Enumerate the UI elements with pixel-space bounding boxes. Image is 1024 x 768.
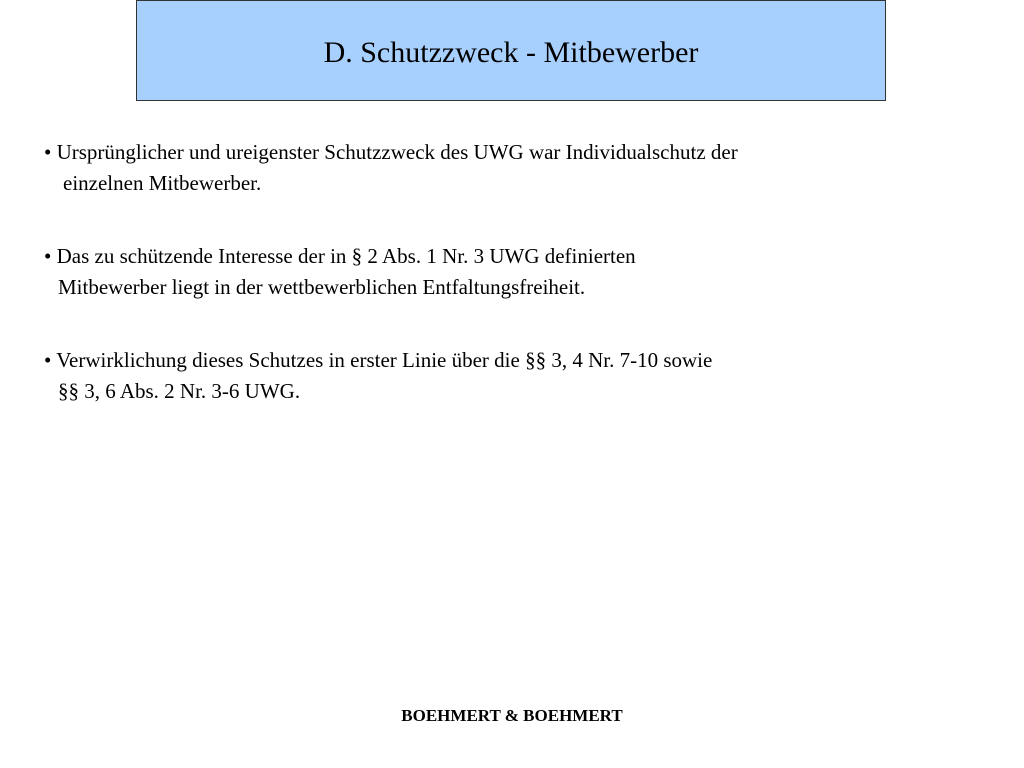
bullet-item-1	[44, 137, 944, 199]
bullet-item-2	[44, 241, 944, 303]
bullet-2-line-2: Mitbewerber liegt in der wettbewerblichen Entfaltungsfreiheit.	[58, 275, 586, 299]
bullet-3-line-2: §§ 3, 6 Abs. 2 Nr. 3-6 UWG.	[58, 379, 301, 403]
bullet-item-3	[44, 345, 944, 407]
bullet-list	[44, 137, 944, 449]
bullet-1-line-1: • Ursprünglicher und ureigenster Schutzzweck des UWG war Individualschutz der	[44, 140, 738, 164]
footer-firm-name: BOEHMERT & BOEHMERT	[401, 706, 623, 725]
bullet-2-line-1: • Das zu schützende Interesse der in § 2 Abs. 1 Nr. 3 UWG definierten	[44, 244, 636, 268]
bullet-1-line-2: einzelnen Mitbewerber.	[63, 171, 262, 195]
slide-title-box	[136, 0, 886, 101]
bullet-3-line-1: • Verwirklichung dieses Schutzes in erster Linie über die §§ 3, 4 Nr. 7-10 sowie	[44, 348, 713, 372]
slide-title: D. Schutzzweck - Mitbewerber	[323, 35, 699, 69]
